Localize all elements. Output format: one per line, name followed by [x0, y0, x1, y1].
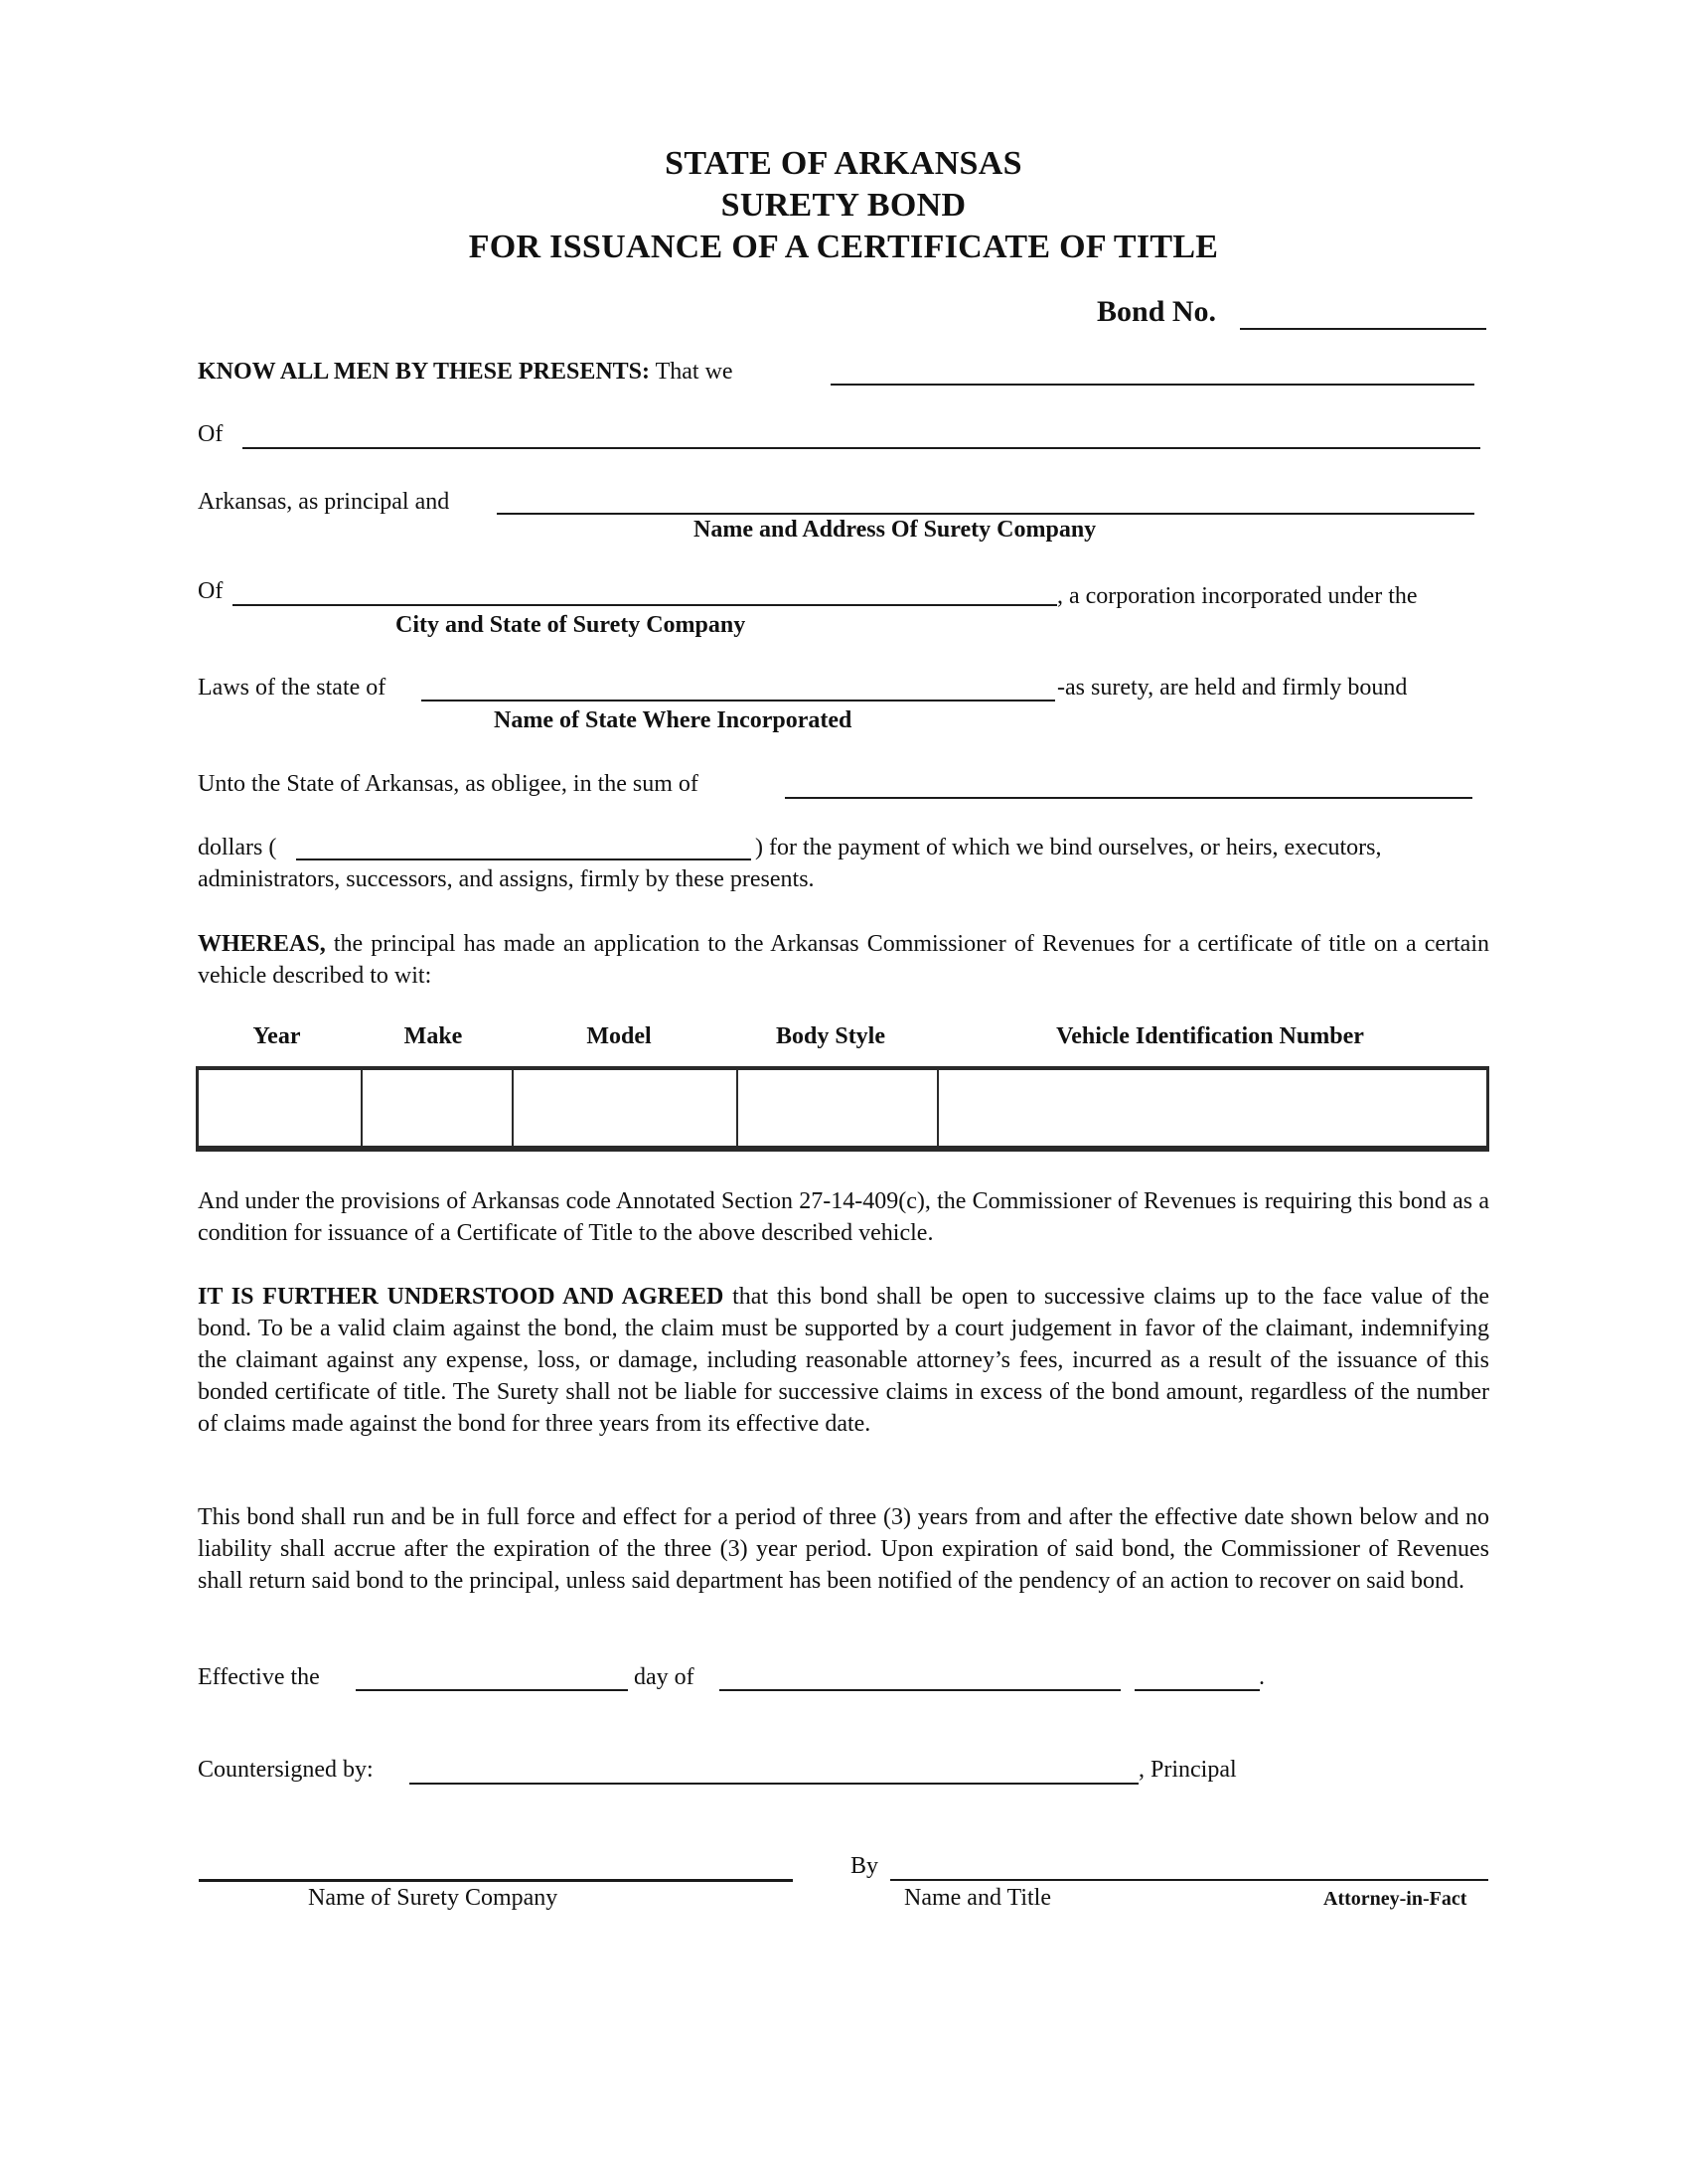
- further-agreed-text: that this bond shall be open to successive claims up to the face value of the bond. To be a valid claim against the bond, the claim must be supported by a court judgement in favor of the claimant, indemnifying the claimant against any expense, loss, or damage, including reasonable attorney’s fees, incurred as a result of the issuance of this bonded certificate of title. The Surety shall not be liable for successive claims in excess of the bond amount, regardless of the number of claims made against the bond for three years from its effective date.: [198, 1284, 1489, 1437]
- year-cell[interactable]: [198, 1068, 363, 1149]
- effective-year-field[interactable]: [1135, 1689, 1260, 1691]
- surety-company-signature-field[interactable]: [199, 1879, 793, 1882]
- make-cell[interactable]: [362, 1068, 513, 1149]
- that-we-text: That we: [650, 359, 733, 385]
- model-cell[interactable]: [513, 1068, 737, 1149]
- effective-month-field[interactable]: [719, 1689, 1121, 1691]
- vin-cell[interactable]: [938, 1068, 1488, 1149]
- further-agreed-bold: IT IS FURTHER UNDERSTOOD AND AGREED: [198, 1284, 724, 1310]
- title-certificate: FOR ISSUANCE OF A CERTIFICATE OF TITLE: [468, 229, 1219, 265]
- further-agreed-paragraph: [198, 1281, 1489, 1440]
- term-paragraph: This bond shall run and be in full force and effect for a period of three (3) years from and after the effective date shown below and no liability shall accrue after the expiration of the three (3) year period. Upon expiration of said bond, the Commissioner of Revenues shall return said bond to the principal, unless said department has been notified of the pendency of an action to recover on said bond.: [198, 1504, 1489, 1594]
- sum-amount-field[interactable]: [296, 858, 751, 860]
- principal-name-field[interactable]: [831, 384, 1474, 386]
- surety-name-address-field[interactable]: [497, 513, 1474, 515]
- state-incorporated-field[interactable]: [421, 700, 1055, 702]
- col-header-make: Make: [403, 1023, 463, 1049]
- dollars-close-text: ) for the payment of which we bind ourselves, or heirs, executors,: [755, 835, 1382, 860]
- state-incorporated-caption: Name of State Where Incorporated: [494, 707, 852, 733]
- surety-company-caption: Name of Surety Company: [308, 1885, 558, 1911]
- surety-city-state-field[interactable]: [232, 604, 1057, 606]
- effective-period: .: [1259, 1664, 1265, 1690]
- table-row: [198, 1068, 1488, 1149]
- col-header-model: Model: [586, 1023, 652, 1049]
- principal-label: Arkansas, as principal and: [198, 489, 450, 515]
- of-label-surety: Of: [198, 578, 224, 604]
- know-all-men-bold: KNOW ALL MEN BY THESE PRESENTS:: [198, 359, 651, 385]
- col-header-year: Year: [252, 1023, 301, 1049]
- day-of-label: day of: [634, 1664, 694, 1690]
- dollars-open-label: dollars (: [198, 835, 277, 860]
- principal-suffix: , Principal: [1139, 1757, 1237, 1783]
- col-header-vin: Vehicle Identification Number: [1056, 1023, 1364, 1049]
- countersigned-field[interactable]: [409, 1783, 1139, 1785]
- bond-no-field[interactable]: [1240, 328, 1486, 330]
- col-header-body-style: Body Style: [775, 1023, 885, 1049]
- whereas-bold: WHEREAS,: [198, 931, 326, 957]
- title-state: STATE OF ARKANSAS: [665, 145, 1022, 182]
- know-all-men-statement: [198, 359, 733, 386]
- laws-label: Laws of the state of: [198, 675, 386, 701]
- whereas-paragraph: [198, 928, 1489, 992]
- effective-label: Effective the: [198, 1664, 320, 1690]
- whereas-text: the principal has made an application to the Arkansas Commissioner of Revenues for a certificate of title on a certain vehicle described to wit:: [198, 931, 1489, 989]
- effective-day-field[interactable]: [356, 1689, 628, 1691]
- surety-name-caption: Name and Address Of Surety Company: [693, 517, 1097, 543]
- attorney-name-title-field[interactable]: [890, 1879, 1488, 1881]
- provisions-paragraph: And under the provisions of Arkansas code Annotated Section 27-14-409(c), the Commissioner of Revenues is requiring this bond as a condition for issuance of a Certificate of Title to the above described vehicle.: [198, 1188, 1489, 1246]
- city-state-caption: City and State of Surety Company: [395, 612, 746, 638]
- principal-address-field[interactable]: [242, 447, 1480, 449]
- body-style-cell[interactable]: [737, 1068, 938, 1149]
- of-label-principal: Of: [198, 421, 224, 447]
- vehicle-table: [196, 1066, 1489, 1152]
- countersigned-label: Countersigned by:: [198, 1757, 374, 1783]
- name-title-caption: Name and Title: [904, 1885, 1051, 1911]
- sum-words-field[interactable]: [785, 797, 1472, 799]
- bond-no-label: Bond No.: [1097, 295, 1217, 328]
- title-surety-bond: SURETY BOND: [720, 187, 967, 224]
- by-label: By: [850, 1853, 879, 1879]
- corporation-text: , a corporation incorporated under the: [1057, 583, 1418, 609]
- surety-bound-text: -as surety, are held and firmly bound: [1057, 675, 1408, 701]
- dollars-line2-text: administrators, successors, and assigns, firmly by these presents.: [198, 866, 815, 892]
- obligee-label: Unto the State of Arkansas, as obligee, in the sum of: [198, 771, 698, 797]
- attorney-in-fact-caption: Attorney-in-Fact: [1323, 1888, 1467, 1910]
